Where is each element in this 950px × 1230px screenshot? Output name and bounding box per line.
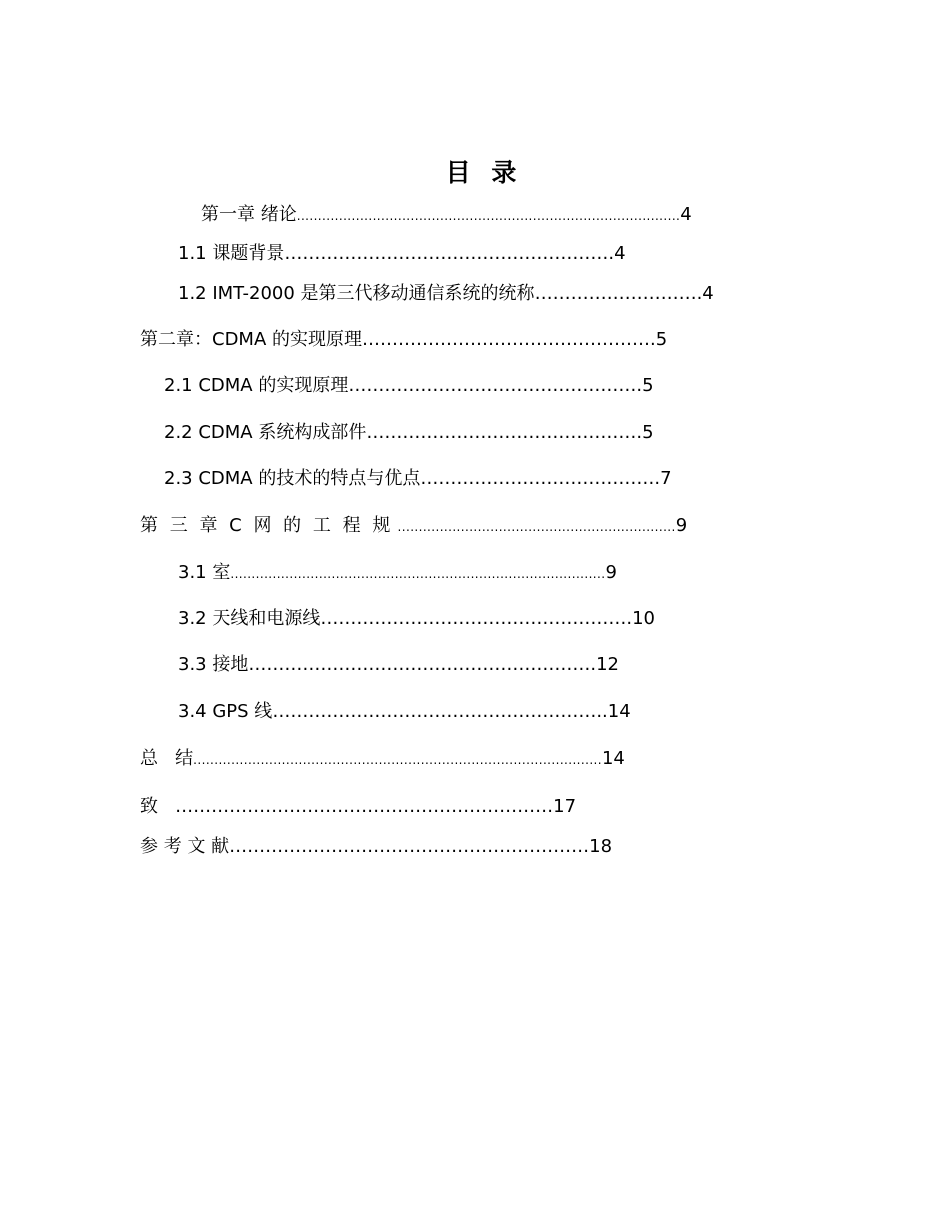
toc-leader-dots: …………………………………………………. bbox=[248, 654, 597, 675]
toc-leader-dots: ………………………………………………. bbox=[284, 243, 615, 264]
toc-page-number: 4 bbox=[614, 243, 626, 264]
toc-entry-chapter-2[interactable] bbox=[140, 328, 667, 352]
toc-entry-label: 1.1 课题背景 bbox=[178, 243, 285, 264]
toc-entry-references[interactable] bbox=[140, 835, 612, 859]
toc-entry-1-2[interactable] bbox=[178, 282, 714, 306]
toc-leader-dots: ………………………. bbox=[534, 283, 703, 304]
toc-leader-dots: ……………………………………………………… bbox=[175, 796, 554, 817]
toc-leader-dots: ................................................................................................. bbox=[193, 753, 602, 767]
toc-page-number: 12 bbox=[596, 654, 619, 675]
toc-leader-dots: ………………………………………. bbox=[366, 422, 643, 443]
toc-page-number: 14 bbox=[601, 748, 625, 769]
toc-entry-acknowledgements[interactable] bbox=[140, 795, 576, 819]
toc-entry-chapter-3[interactable] bbox=[140, 514, 687, 539]
toc-entry-label: 2.1 CDMA 的实现原理 bbox=[164, 375, 349, 396]
toc-page-number: 5 bbox=[655, 329, 668, 350]
toc-entry-3-2[interactable] bbox=[178, 607, 655, 631]
toc-entry-2-1[interactable] bbox=[164, 374, 654, 398]
toc-leader-dots: …………………………………………. bbox=[348, 375, 643, 396]
toc-page-number: 9 bbox=[605, 562, 617, 583]
toc-entry-label: 3.4 GPS 线 bbox=[178, 701, 273, 722]
toc-leader-dots: ……………………………………………….. bbox=[272, 701, 608, 722]
toc-entry-label: 第一章 绪论 bbox=[201, 204, 297, 225]
toc-entry-label: 3.2 天线和电源线 bbox=[178, 608, 321, 629]
toc-title: 目 录 bbox=[445, 158, 523, 187]
toc-entry-label: 3.3 接地 bbox=[178, 654, 249, 675]
toc-entry-label: 致 bbox=[140, 796, 176, 817]
toc-entry-2-2[interactable] bbox=[164, 421, 654, 445]
toc-leader-dots: …………………………………. bbox=[420, 468, 661, 489]
toc-page-number: 9 bbox=[675, 515, 688, 536]
toc-page-number: 4 bbox=[702, 283, 714, 304]
toc-entry-label: 参 考 文 献 bbox=[140, 836, 230, 857]
toc-page-number: 18 bbox=[589, 836, 613, 857]
toc-entry-label: 1.2 IMT-2000 是第三代移动通信系统的统称 bbox=[178, 283, 535, 304]
toc-entry-2-3[interactable] bbox=[164, 467, 672, 491]
toc-page-number: 4 bbox=[680, 204, 692, 225]
toc-leader-dots: .................................................................. bbox=[393, 520, 676, 534]
toc-page-number: 5 bbox=[642, 422, 654, 443]
toc-leader-dots: …………………………………………. bbox=[362, 329, 656, 350]
toc-page-number: 14 bbox=[607, 701, 631, 722]
toc-leader-dots: ........................................................................................... bbox=[296, 209, 681, 223]
toc-entry-3-4[interactable] bbox=[178, 700, 631, 724]
toc-entry-label: 2.2 CDMA 系统构成部件 bbox=[164, 422, 367, 443]
toc-leader-dots: ……………………………………………. bbox=[320, 608, 633, 629]
toc-page-number: 7 bbox=[660, 468, 672, 489]
toc-page-number: 5 bbox=[642, 375, 654, 396]
toc-entry-3-1[interactable] bbox=[178, 561, 617, 586]
toc-entry-1-1[interactable] bbox=[178, 242, 626, 266]
toc-entry-label: 总 结 bbox=[140, 748, 194, 769]
toc-leader-dots: …………………………………………………… bbox=[229, 836, 590, 857]
toc-leader-dots: ......................................................................................... bbox=[230, 567, 606, 581]
toc-page-number: 10 bbox=[632, 608, 655, 629]
toc-entry-label: 3.1 室 bbox=[178, 562, 231, 583]
toc-page-number: 17 bbox=[553, 796, 577, 817]
toc-entry-3-3[interactable] bbox=[178, 653, 619, 677]
toc-entry-summary[interactable] bbox=[140, 747, 625, 772]
toc-entry-label: 2.3 CDMA 的技术的特点与优点 bbox=[164, 468, 421, 489]
toc-entry-label: 第 三 章 C 网 的 工 程 规 bbox=[140, 515, 394, 536]
toc-entry-label: 第二章：CDMA 的实现原理 bbox=[140, 329, 362, 350]
toc-entry-chapter-1[interactable] bbox=[201, 203, 692, 228]
